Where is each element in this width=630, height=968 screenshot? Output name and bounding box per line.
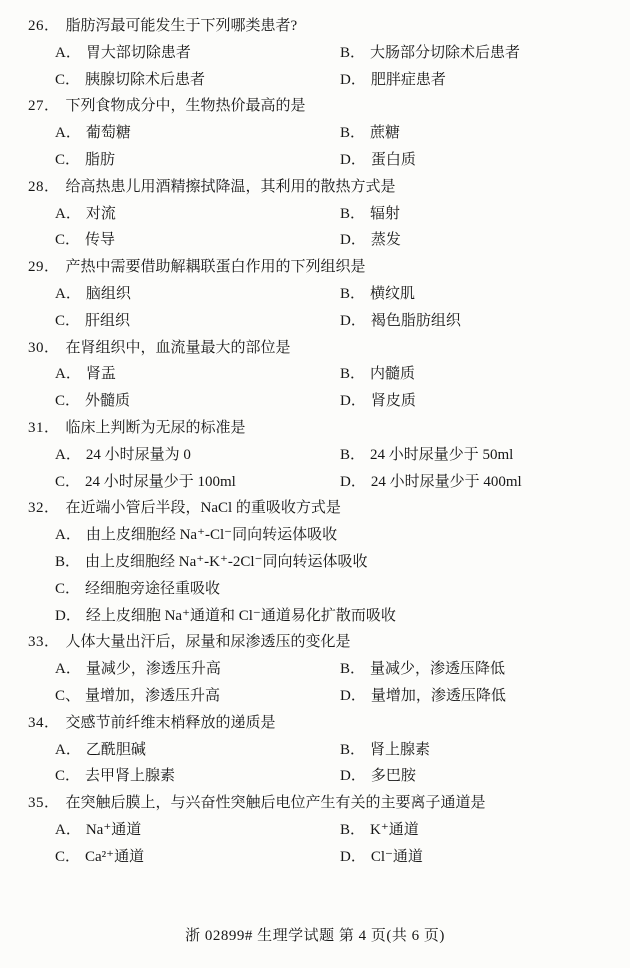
option-b xyxy=(340,737,630,764)
option-text: 传导 xyxy=(85,232,116,249)
option-label: C． xyxy=(55,151,81,168)
option-a xyxy=(55,656,340,683)
option-c xyxy=(55,576,630,603)
option-text: 蔗糖 xyxy=(370,125,401,142)
option-d xyxy=(55,603,630,630)
option-label: D． xyxy=(340,393,366,410)
option-c xyxy=(55,67,340,94)
question-stem: 给高热患儿用酒精擦拭降温，其利用的散热方式是 xyxy=(65,178,396,195)
option-text: 肝组织 xyxy=(85,312,131,329)
option-text: 由上皮细胞经 Na⁺-Cl⁻同向转运体吸收 xyxy=(85,527,338,544)
option-label: D． xyxy=(340,312,366,329)
option-a xyxy=(55,817,340,844)
option-label: A． xyxy=(55,821,81,838)
question-27 xyxy=(0,93,630,173)
option-text: 量减少，渗透压升高 xyxy=(85,661,221,678)
option-label: C． xyxy=(55,768,81,785)
option-text: 脂肪 xyxy=(85,151,116,168)
option-label: B． xyxy=(340,446,366,463)
option-label: A． xyxy=(55,285,81,302)
option-label: A． xyxy=(55,741,81,758)
question-number: 30． xyxy=(28,339,60,356)
option-text: 量减少，渗透压降低 xyxy=(370,661,506,678)
option-text: 经细胞旁途径重吸收 xyxy=(85,580,221,597)
question-stem: 脂肪泻最可能发生于下列哪类患者? xyxy=(65,18,298,34)
option-text: Cl⁻通道 xyxy=(370,848,423,865)
option-text: 多巴胺 xyxy=(370,768,416,785)
option-label: D． xyxy=(340,848,366,865)
option-a xyxy=(55,522,630,549)
option-b xyxy=(55,549,630,576)
option-label: C． xyxy=(55,473,81,490)
option-a xyxy=(55,120,340,147)
option-b xyxy=(340,442,630,469)
option-a xyxy=(55,40,340,67)
option-label: B． xyxy=(340,821,366,838)
option-text: 去甲肾上腺素 xyxy=(85,768,176,785)
option-label: C． xyxy=(55,312,81,329)
option-label: D． xyxy=(340,232,366,249)
option-text: 肥胖症患者 xyxy=(370,71,446,88)
option-text: 量增加，渗透压升高 xyxy=(85,687,221,704)
option-a xyxy=(55,201,340,228)
option-label: D． xyxy=(340,473,366,490)
option-text: Na⁺通道 xyxy=(85,821,142,838)
option-b xyxy=(340,120,630,147)
option-text: 葡萄糖 xyxy=(85,125,131,142)
question-stem: 下列食物成分中，生物热价最高的是 xyxy=(65,98,306,115)
option-d xyxy=(340,763,630,790)
option-label: A． xyxy=(55,661,81,678)
option-d xyxy=(340,67,630,94)
option-label: C、 xyxy=(55,687,81,704)
question-28 xyxy=(0,174,630,254)
option-d xyxy=(340,388,630,415)
question-stem: 在突触后膜上，与兴奋性突触后电位产生有关的主要离子通道是 xyxy=(65,795,486,812)
question-stem: 在肾组织中，血流量最大的部位是 xyxy=(65,339,291,356)
option-text: 24 小时尿量少于 50ml xyxy=(370,446,514,463)
option-label: B． xyxy=(340,661,366,678)
option-text: 由上皮细胞经 Na⁺-K⁺-2Cl⁻同向转运体吸收 xyxy=(85,553,368,570)
question-number: 34． xyxy=(28,714,60,731)
question-number: 32． xyxy=(28,500,60,517)
option-text: 肾盂 xyxy=(85,366,116,383)
option-b xyxy=(340,281,630,308)
option-label: C． xyxy=(55,71,81,88)
option-d xyxy=(340,683,630,710)
option-text: 褐色脂肪组织 xyxy=(370,312,461,329)
option-b xyxy=(340,40,630,67)
question-29 xyxy=(0,254,630,334)
question-stem: 交感节前纤维末梢释放的递质是 xyxy=(65,714,276,731)
option-text: Ca²⁺通道 xyxy=(85,848,145,865)
option-label: B． xyxy=(340,366,366,383)
option-text: 24 小时尿量少于 400ml xyxy=(370,473,522,490)
question-number: 28． xyxy=(28,178,60,195)
option-label: B． xyxy=(340,44,366,61)
option-c xyxy=(55,763,340,790)
option-text: 蒸发 xyxy=(370,232,401,249)
option-text: K⁺通道 xyxy=(370,821,419,838)
option-text: 肾上腺素 xyxy=(370,741,431,758)
option-label: A． xyxy=(55,205,81,222)
question-30 xyxy=(0,335,630,415)
option-text: 外髓质 xyxy=(85,393,131,410)
option-label: C． xyxy=(55,393,81,410)
option-label: C． xyxy=(55,580,81,597)
option-text: 脑组织 xyxy=(85,285,131,302)
option-label: A． xyxy=(55,44,81,61)
option-label: D． xyxy=(340,71,366,88)
option-label: A． xyxy=(55,125,81,142)
question-number: 31． xyxy=(28,419,60,436)
option-c xyxy=(55,308,340,335)
option-a xyxy=(55,361,340,388)
option-text: 胃大部切除患者 xyxy=(85,44,191,61)
option-text: 量增加，渗透压降低 xyxy=(370,687,506,704)
option-c xyxy=(55,469,340,496)
question-34 xyxy=(0,710,630,790)
option-label: A． xyxy=(55,446,81,463)
option-text: 对流 xyxy=(85,205,116,222)
question-stem: 产热中需要借助解耦联蛋白作用的下列组织是 xyxy=(65,259,366,276)
option-b xyxy=(340,361,630,388)
option-d xyxy=(340,469,630,496)
option-b xyxy=(340,817,630,844)
option-d xyxy=(340,147,630,174)
option-label: B． xyxy=(55,553,81,570)
option-text: 大肠部分切除术后患者 xyxy=(370,44,521,61)
question-26 xyxy=(0,13,630,93)
option-text: 经上皮细胞 Na⁺通道和 Cl⁻通道易化扩散而吸收 xyxy=(85,607,396,624)
option-label: B． xyxy=(340,285,366,302)
option-text: 内髓质 xyxy=(370,366,416,383)
option-d xyxy=(340,227,630,254)
question-33 xyxy=(0,629,630,709)
option-c xyxy=(55,388,340,415)
question-stem: 人体大量出汗后，尿量和尿渗透压的变化是 xyxy=(65,634,351,651)
option-text: 蛋白质 xyxy=(370,151,416,168)
option-text: 辐射 xyxy=(370,205,401,222)
option-label: D． xyxy=(340,151,366,168)
option-label: A． xyxy=(55,366,81,383)
question-35 xyxy=(0,790,630,870)
question-number: 33． xyxy=(28,634,60,651)
option-text: 24 小时尿量少于 100ml xyxy=(85,473,236,490)
option-label: D． xyxy=(340,687,366,704)
option-label: C． xyxy=(55,848,81,865)
question-stem: 临床上判断为无尿的标准是 xyxy=(65,419,246,436)
question-number: 27． xyxy=(28,98,60,115)
option-label: D． xyxy=(340,768,366,785)
option-label: A． xyxy=(55,527,81,544)
option-c xyxy=(55,683,340,710)
option-label: B． xyxy=(340,205,366,222)
question-31 xyxy=(0,415,630,495)
option-a xyxy=(55,442,340,469)
question-32 xyxy=(0,495,630,629)
question-number: 26． xyxy=(28,18,60,34)
option-text: 胰腺切除术后患者 xyxy=(85,71,206,88)
option-d xyxy=(340,844,630,871)
option-b xyxy=(340,201,630,228)
question-number: 29． xyxy=(28,259,60,276)
option-text: 24 小时尿量为 0 xyxy=(85,446,191,463)
option-c xyxy=(55,227,340,254)
option-label: B． xyxy=(340,125,366,142)
option-label: B． xyxy=(340,741,366,758)
option-label: D． xyxy=(55,607,81,624)
option-text: 肾皮质 xyxy=(370,393,416,410)
option-d xyxy=(340,308,630,335)
option-c xyxy=(55,844,340,871)
question-stem: 在近端小管后半段，NaCl 的重吸收方式是 xyxy=(65,500,341,517)
option-text: 乙酰胆碱 xyxy=(85,741,146,758)
option-c xyxy=(55,147,340,174)
option-b xyxy=(340,656,630,683)
option-a xyxy=(55,737,340,764)
question-number: 35． xyxy=(28,795,60,812)
page-footer: 浙 02899# 生理学试题 第 4 页(共 6 页) xyxy=(185,928,445,944)
option-a xyxy=(55,281,340,308)
option-text: 横纹肌 xyxy=(370,285,416,302)
option-label: C． xyxy=(55,232,81,249)
